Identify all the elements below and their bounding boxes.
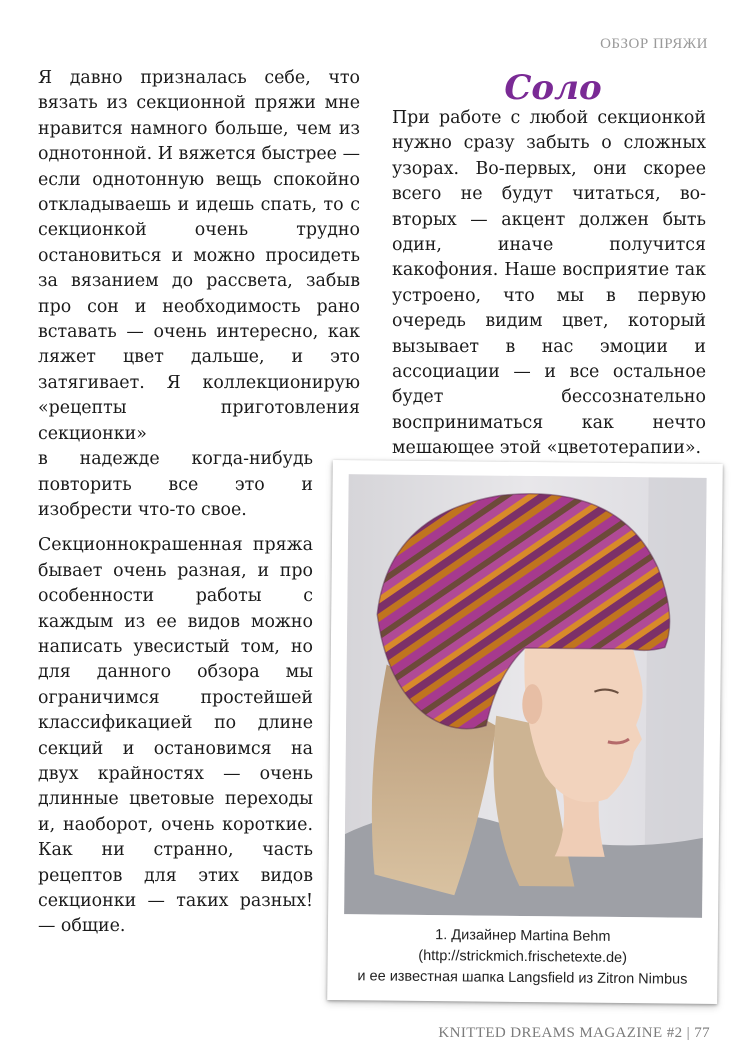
left-paragraph-2: Секционнокрашенная пряжа бывает очень разная, и про особенности работы с каждым из ее видов можно написать увесистый том, но для данного обзора мы ограничимся простейшей классификацией по длине секций и остановимся на двух крайностях — очень длинные цветовые переходы и, наоборот, очень короткие. Как ни странно, часть рецептов для этих видов секционки — таких разных! — общие. — [38, 535, 313, 937]
left-paragraph-1: Я давно призналась себе, что вязать из секционной пряжи мне нравится намного больше, чем из однотонной. И вяжется быстрее — если однотонную вещь спокойно откладываешь и идешь спать, то с секционкой очень трудно остановиться и можно просидеть за вязанием до рассвета, забыв про сон и необходимость рано вставать — очень интересно, как ляжет цвет дальше, и это затягивает. Я коллекционирую «рецепты приготовления секционки» — [38, 68, 360, 444]
left-column — [38, 66, 360, 940]
photo-caption — [333, 924, 712, 991]
left-paragraph-1-continued: в надежде когда-нибудь повторить все это и изобрести что-то свое. — [38, 449, 313, 520]
page-footer: KNITTED DREAMS MAGAZINE #2 | 77 — [438, 1025, 710, 1041]
caption-url: (http://strickmich.frischetexte.de) — [418, 947, 628, 967]
photo-card — [327, 460, 723, 1004]
photo-hat-model — [344, 474, 707, 918]
caption-description: и ее известная шапка Langsfield из Zitron Nimbus — [357, 968, 688, 988]
section-header: ОБЗОР ПРЯЖИ — [600, 36, 708, 52]
right-paragraph: При работе с любой секционкой нужно сразу забыть о сложных узорах. Во-первых, они скорее всего не будут читаться, во-вторых — акцент должен быть один, иначе получится какофония. Наше восприятие так устроено, что мы в первую очередь видим цвет, который вызывает в нас эмоции и ассоциации — и все остальное будет бессознательно восприниматься как нечто мешающее этой «цветотерапии». — [392, 108, 706, 459]
caption-designer: 1. Дизайнер Martina Behm — [435, 927, 611, 945]
section-title: Соло — [504, 68, 602, 108]
right-column — [392, 106, 706, 462]
